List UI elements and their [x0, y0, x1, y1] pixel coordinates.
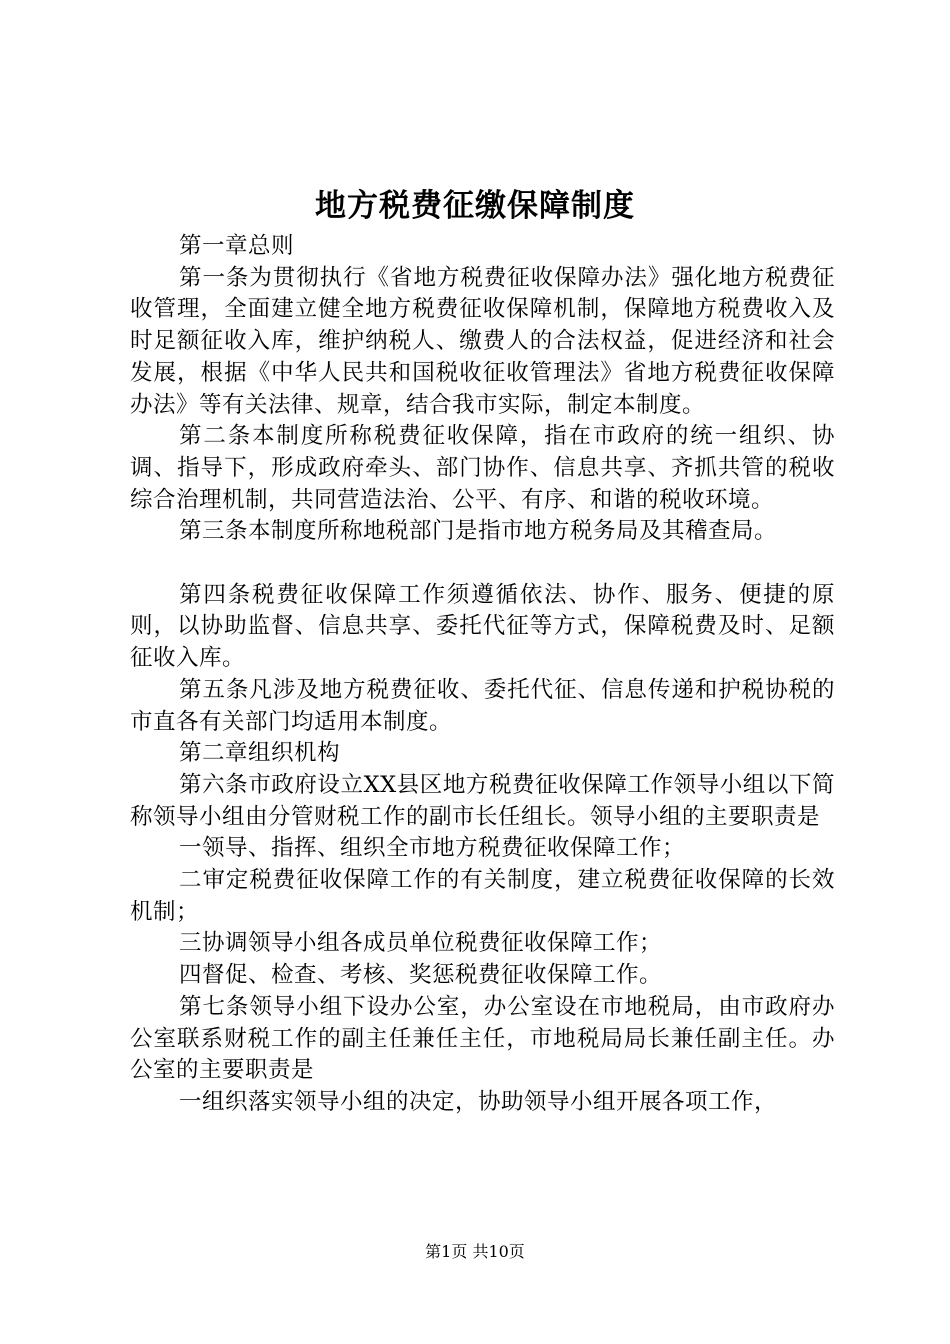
document-body [130, 231, 835, 1119]
list-item: 三协调领导小组各成员单位税费征收保障工作； [179, 930, 663, 957]
list-item: 二审定税费征收保障工作的有关制度，建立税费征收保障的长效机制； [130, 867, 835, 925]
chapter-heading: 第二章组织机构 [179, 740, 341, 767]
list-item: 四督促、检查、考核、奖惩税费征收保障工作。 [179, 962, 663, 989]
article-paragraph: 第四条税费征收保障工作须遵循依法、协作、服务、便捷的原则，以协助监督、信息共享、委托代征等方式，保障税费及时、足额征收入库。 [130, 581, 835, 672]
list-item: 一领导、指挥、组织全市地方税费征收保障工作； [179, 835, 686, 862]
list-item: 一组织落实领导小组的决定，协助领导小组开展各项工作， [179, 1088, 778, 1115]
article-paragraph: 第七条领导小组下设办公室，办公室设在市地税局，由市政府办公室联系财税工作的副主任兼任主任，市地税局局长兼任副主任。办公室的主要职责是 [130, 993, 835, 1084]
article-paragraph: 第三条本制度所称地税部门是指市地方税务局及其稽查局。 [179, 518, 778, 545]
article-paragraph: 第二条本制度所称税费征收保障，指在市政府的统一组织、协调、指导下，形成政府牵头、部门协作、信息共享、齐抓共管的税收综合治理机制，共同营造法治、公平、有序、和谐的税收环境。 [130, 423, 835, 513]
article-paragraph: 第一条为贯彻执行《省地方税费征收保障办法》强化地方税费征收管理，全面建立健全地方税费征收保障机制，保障地方税费收入及时足额征收入库，维护纳税人、缴费人的合法权益，促进经济和社会发展，根据《中华人民共和国税收征收管理法》省地方税费征收保障办法》等有关法律、规章，结合我市实际，制定本制度。 [130, 264, 835, 418]
document-title: 地方税费征缴保障制度 [315, 188, 635, 224]
article-paragraph: 第六条市政府设立XX县区地方税费征收保障工作领导小组以下简称领导小组由分管财税工作的副市长任组长。领导小组的主要职责是 [130, 771, 835, 830]
article-paragraph: 第五条凡涉及地方税费征收、委托代征、信息传递和护税协税的市直各有关部门均适用本制度。 [130, 676, 835, 735]
page-number: 第1页 共10页 [425, 1242, 525, 1261]
chapter-heading: 第一章总则 [179, 233, 295, 259]
